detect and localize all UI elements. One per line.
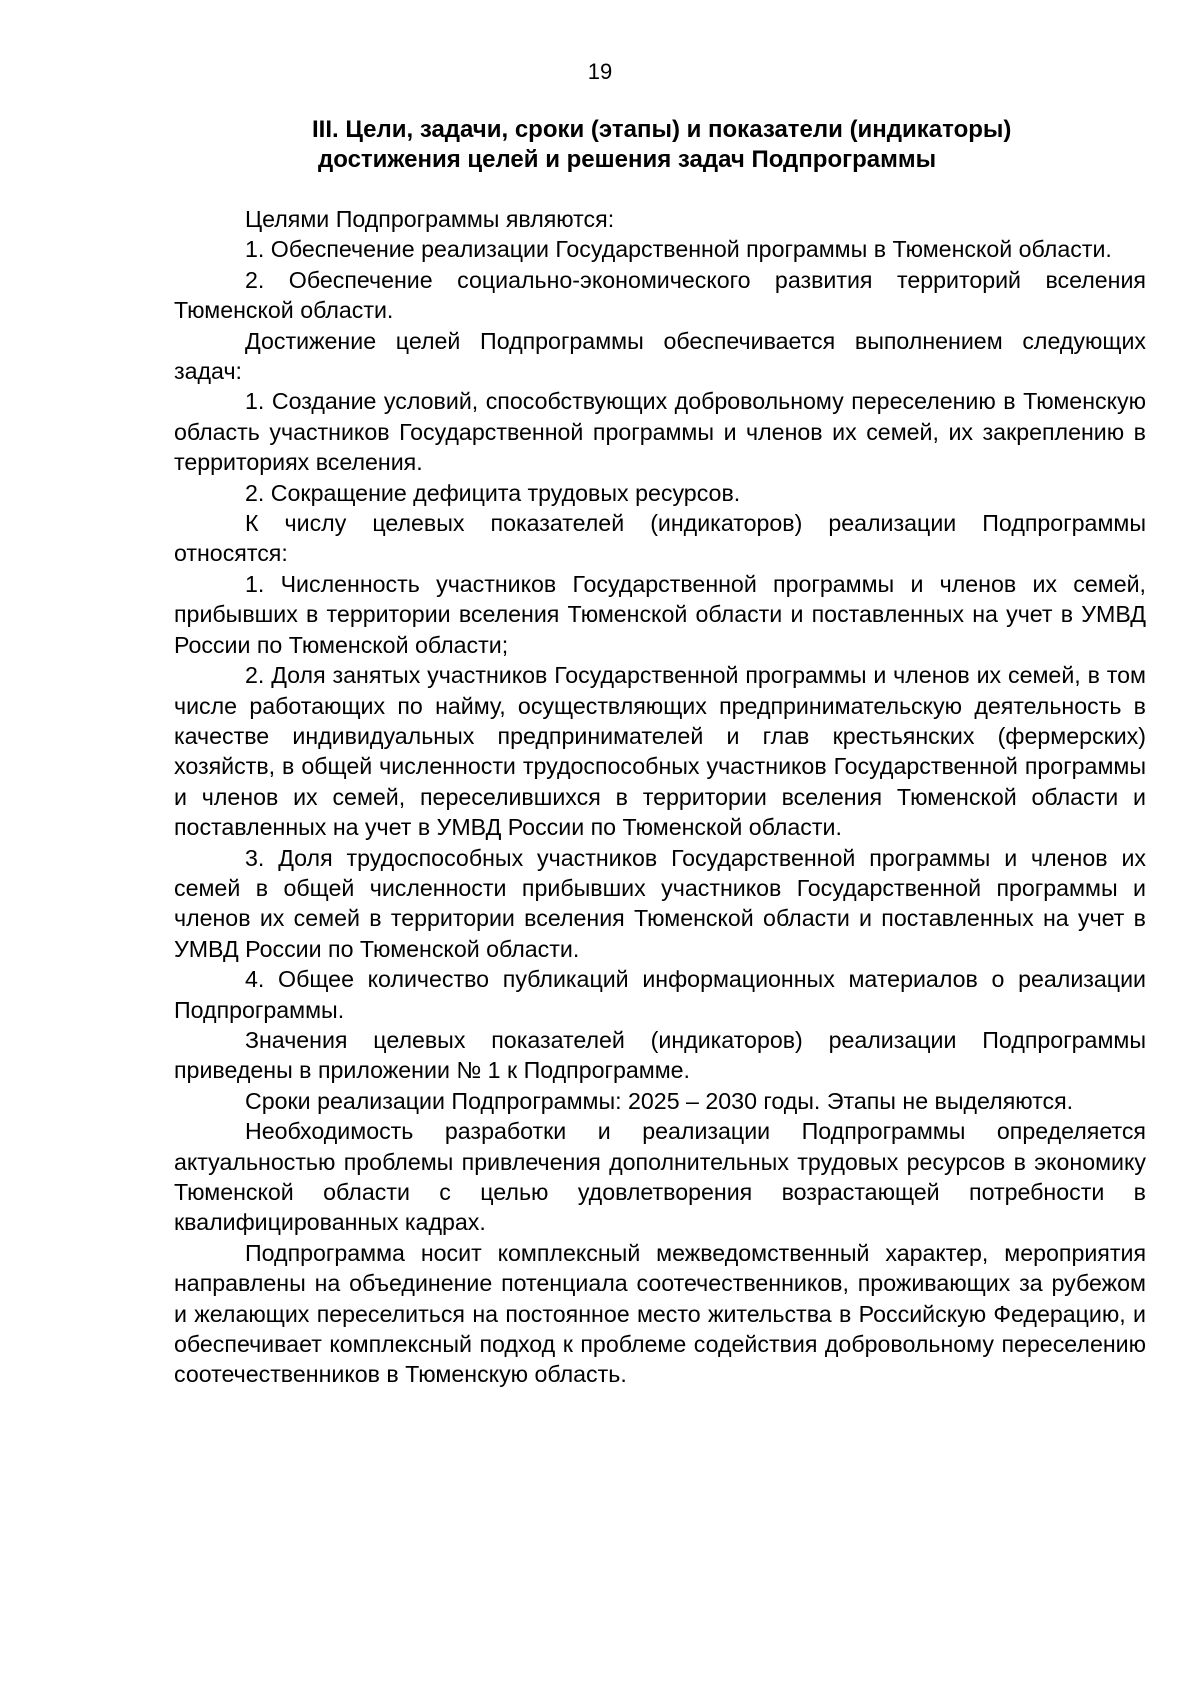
section-title-line-1: III. Цели, задачи, сроки (этапы) и показатели (индикаторы) <box>312 116 1012 143</box>
paragraph: Подпрограмма носит комплексный межведомственный характер, мероприятия направлены на объединение потенциала соотечественников, проживающих за рубежом и желающих переселиться на постоянное место жительства в Российскую Федерацию, и обеспечивает комплексный подход к проблеме содействия добровольному переселению соотечественников в Тюменскую область. <box>174 1239 1146 1388</box>
paragraph: 2. Сокращение дефицита трудовых ресурсов. <box>245 479 741 506</box>
paragraph: 2. Обеспечение социально-экономического развития территорий вселения Тюменской области. <box>174 266 1146 324</box>
page-number: 19 <box>587 59 613 84</box>
paragraph: Значения целевых показателей (индикаторов) реализации Подпрограммы приведены в приложении № 1 к Подпрограмме. <box>174 1026 1146 1084</box>
paragraph: 1. Численность участников Государственной программы и членов их семей, прибывших в территории вселения Тюменской области и поставленных на учет в УМВД России по Тюменской области; <box>174 570 1146 658</box>
paragraph: Достижение целей Подпрограммы обеспечивается выполнением следующих задач: <box>174 327 1146 385</box>
paragraph: 1. Обеспечение реализации Государственной программы в Тюменской области. <box>245 236 1112 263</box>
body-text <box>174 204 1146 1390</box>
paragraph: Сроки реализации Подпрограммы: 2025 – 2030 годы. Этапы не выделяются. <box>245 1087 1074 1114</box>
paragraph: К числу целевых показателей (индикаторов) реализации Подпрограммы относятся: <box>174 510 1146 567</box>
paragraph: 4. Общее количество публикаций информационных материалов о реализации Подпрограммы. <box>174 966 1146 1023</box>
paragraph: 1. Создание условий, способствующих добровольному переселению в Тюменскую область участников Государственной программы и членов их семей, их закреплению в территориях вселения. <box>174 388 1146 476</box>
section-title <box>300 115 1100 175</box>
section-title-line-2: достижения целей и решения задач Подпрограммы <box>318 146 937 173</box>
paragraph: 3. Доля трудоспособных участников Государственной программы и членов их семей в общей численности прибывших участников Государственной программы и членов их семей в территории вселения Тюменской области и поставленных на учет в УМВД России по Тюменской области. <box>174 844 1146 962</box>
paragraph: 2. Доля занятых участников Государственной программы и членов их семей, в том числе работающих по найму, осуществляющих предпринимательскую деятельность в качестве индивидуальных предпринимателей и глав крестьянских (фермерских) хозяйств, в общей численности трудоспособных участников Государственной программы и членов их семей, переселившихся в территории вселения Тюменской области и поставленных на учет в УМВД России по Тюменской области. <box>174 662 1146 841</box>
paragraph: Целями Подпрограммы являются: <box>245 206 615 232</box>
paragraph: Необходимость разработки и реализации Подпрограммы определяется актуальностью проблемы привлечения дополнительных трудовых ресурсов в экономику Тюменской области с целью удовлетворения возрастающей потребности в квалифицированных кадрах. <box>174 1118 1146 1236</box>
